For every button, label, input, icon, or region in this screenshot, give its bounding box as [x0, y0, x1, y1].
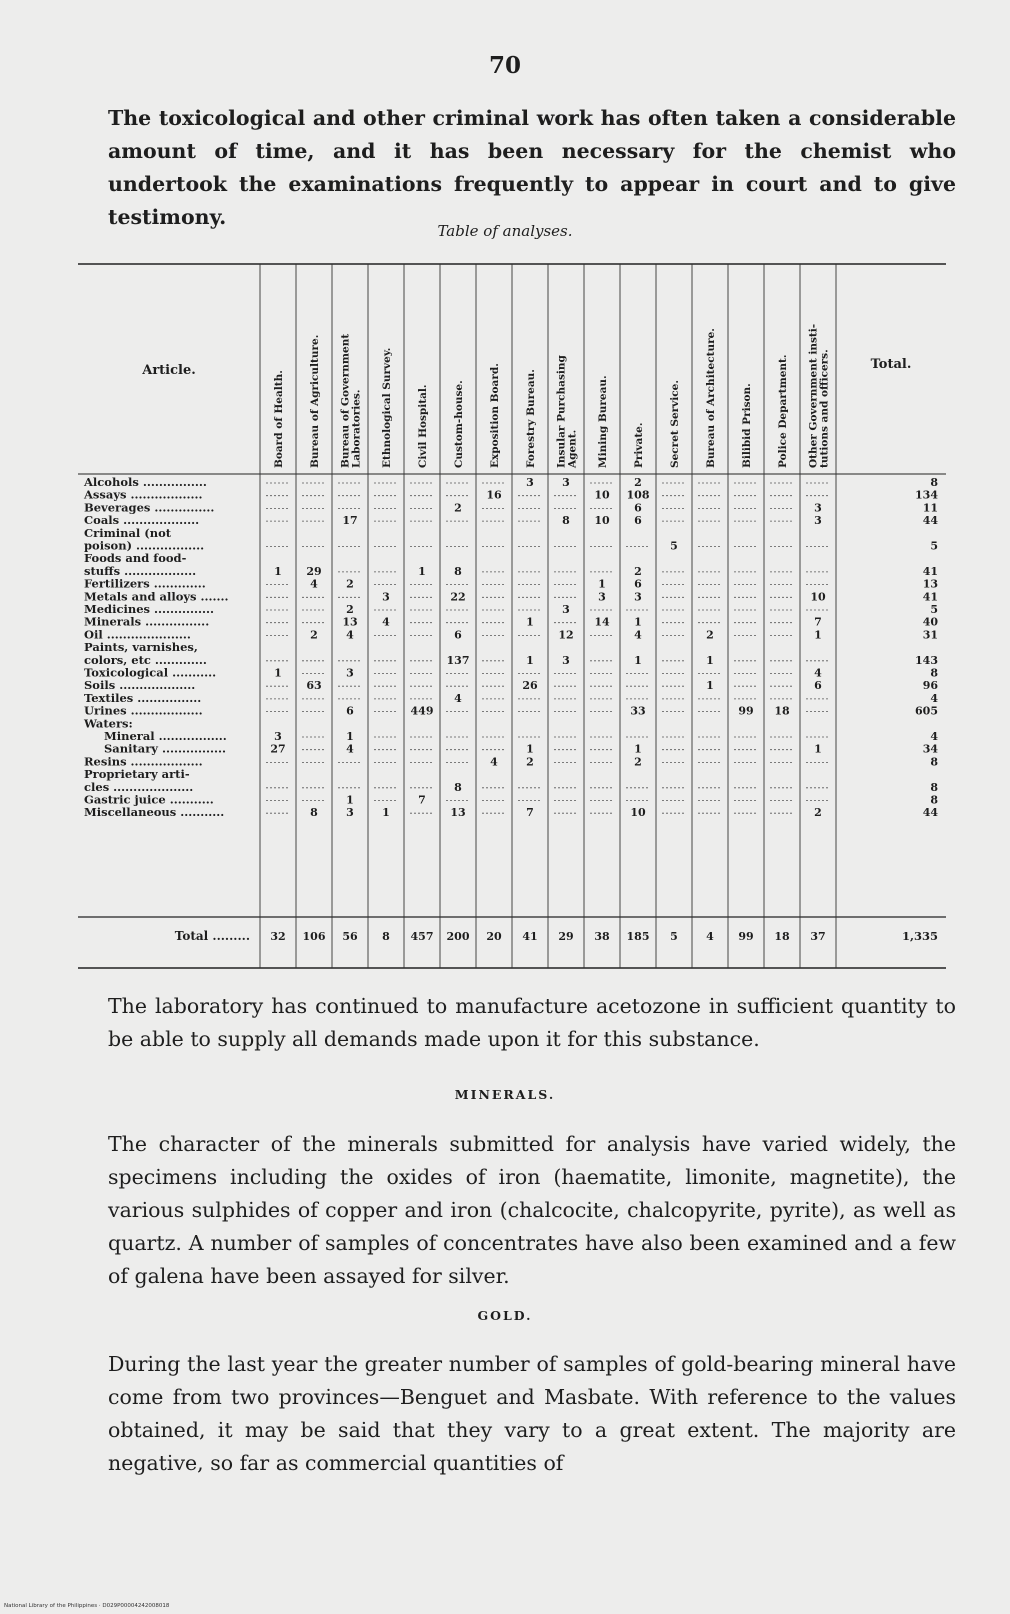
cell-value: 13: [342, 615, 358, 629]
row-label: Fertilizers .............: [84, 576, 206, 591]
cell-value: 8: [310, 806, 318, 820]
cell-value: 6: [814, 679, 822, 693]
row-label: Foods and food-: [84, 551, 187, 566]
row-total: 8: [930, 755, 938, 769]
cell-value: 1: [526, 742, 534, 756]
cell-value: 6: [634, 577, 642, 591]
cell-value: 3: [634, 590, 642, 604]
cell-value: 1: [814, 742, 822, 756]
cell-value: 2: [706, 628, 714, 642]
cell-value: 7: [526, 806, 534, 820]
column-header: Bilibid Prison.: [741, 383, 753, 468]
column-header: Other Government insti-: [807, 323, 820, 468]
analyses-table: [78, 262, 946, 970]
column-header: Agent.: [566, 429, 579, 468]
row-total: 40: [922, 615, 938, 629]
footer-credit: National Library of the Philippines · D029P00004242008018: [4, 1603, 170, 1609]
cell-value: 2: [634, 564, 642, 578]
cell-value: 6: [346, 704, 354, 718]
row-label: Oil .....................: [84, 627, 191, 642]
total-row-value: 37: [810, 930, 826, 943]
heading-gold: GOLD.: [477, 1308, 533, 1323]
cell-value: 4: [634, 628, 642, 642]
row-label: Metals and alloys .......: [84, 589, 229, 604]
row-total: 11: [922, 501, 938, 515]
column-header: Board of Health.: [273, 370, 285, 468]
total-row-value: 29: [558, 930, 574, 943]
cell-value: 1: [526, 615, 534, 629]
row-label: Miscellaneous ...........: [84, 805, 225, 820]
column-header: Custom-house.: [453, 380, 465, 468]
row-label: cles ....................: [84, 779, 194, 794]
row-label: Gastric juice ...........: [84, 792, 214, 807]
cell-value: 2: [634, 755, 642, 769]
cell-value: 3: [814, 501, 822, 515]
row-label: Beverages ...............: [84, 500, 215, 515]
column-header: Police Department.: [777, 354, 789, 468]
cell-value: 4: [490, 755, 498, 769]
total-row-value: 32: [270, 930, 286, 943]
column-header: Exposition Board.: [489, 363, 501, 468]
row-label: Toxicological ...........: [84, 665, 217, 680]
row-total: 4: [930, 730, 938, 743]
total-row-value: 56: [342, 930, 358, 943]
row-total: 34: [922, 742, 938, 756]
cell-value: 4: [814, 666, 822, 680]
paragraph-minerals: The character of the minerals submitted for analysis have varied widely, the specimens including the oxides of iron (haematite, limonite, magnetite), the various sulphides of copper and iron (chalcocite, chalcopyrite, pyrite), as well as quartz. A number of samples of concentrates have also been examined and a few of galena have been assayed for silver.: [108, 1132, 956, 1288]
row-label: Minerals ................: [84, 614, 210, 629]
row-label: colors, etc .............: [84, 652, 207, 667]
total-header: Total.: [870, 357, 912, 372]
total-row-value: 38: [594, 930, 610, 943]
cell-value: 4: [310, 577, 318, 591]
row-total: 8: [930, 780, 938, 794]
article-header: Article.: [142, 363, 196, 378]
column-header: Bureau of Agriculture.: [309, 334, 321, 468]
row-total: 41: [922, 564, 938, 578]
paragraph-toxicological: The toxicological and other criminal work has often taken a considerable amount of time, and it has been necessary for the chemist who undertook the examinations frequently to appear in court and to give testimony.: [108, 106, 956, 229]
cell-value: 1: [274, 666, 282, 680]
column-header: Bureau of Architecture.: [705, 328, 717, 468]
row-label: Criminal (not: [84, 525, 172, 540]
cell-value: 8: [454, 780, 462, 794]
row-label: Urines ..................: [84, 703, 203, 718]
row-total: 605: [915, 704, 938, 718]
row-total: 13: [922, 577, 938, 591]
total-row-value: 5: [670, 930, 678, 943]
total-row-value: 106: [302, 930, 326, 943]
cell-value: 3: [562, 603, 570, 616]
cell-value: 7: [418, 793, 426, 807]
cell-value: 2: [346, 577, 354, 591]
cell-value: 1: [706, 679, 714, 693]
total-row-value: 457: [410, 930, 434, 943]
cell-value: 16: [486, 488, 502, 502]
cell-value: 1: [274, 564, 282, 578]
row-label: Sanitary ................: [104, 741, 227, 756]
paragraph-acetozone: The laboratory has continued to manufacture acetozone in sufficient quantity to be able to supply all demands made upon it for this substance.: [108, 994, 956, 1051]
cell-value: 449: [410, 704, 434, 718]
cell-value: 2: [526, 755, 534, 769]
cell-value: 2: [634, 476, 642, 489]
cell-value: 1: [814, 628, 822, 642]
cell-value: 2: [814, 806, 822, 820]
row-total: 41: [922, 590, 938, 604]
cell-value: 5: [670, 539, 678, 553]
row-total: 134: [915, 488, 938, 502]
cell-value: 10: [594, 514, 610, 528]
row-label: stuffs ..................: [84, 563, 197, 578]
cell-value: 17: [342, 514, 358, 528]
cell-value: 6: [634, 501, 642, 515]
cell-value: 10: [594, 488, 610, 502]
column-header: Private.: [633, 422, 645, 468]
cell-value: 18: [774, 704, 790, 718]
cell-value: 2: [310, 628, 318, 642]
cell-value: 1: [382, 806, 390, 820]
row-label: Soils ...................: [84, 678, 196, 693]
cell-value: 1: [706, 653, 714, 667]
row-total: 31: [922, 628, 938, 642]
total-row-value: 20: [486, 930, 502, 943]
cell-value: 26: [522, 679, 538, 693]
column-header: tutions and officers.: [818, 349, 831, 468]
total-row-value: 185: [626, 930, 650, 943]
row-label: Alcohols ................: [84, 475, 207, 489]
cell-value: 3: [274, 730, 282, 743]
cell-value: 3: [382, 590, 390, 604]
column-header: Insular Purchasing: [555, 355, 568, 468]
column-header: Laboratories.: [350, 389, 363, 468]
row-label: Resins ..................: [84, 754, 203, 769]
row-label: poison) .................: [84, 538, 205, 553]
cell-value: 4: [346, 628, 354, 642]
total-row-value: 41: [522, 930, 538, 943]
cell-value: 4: [346, 742, 354, 756]
row-label: Coals ...................: [84, 513, 200, 528]
cell-value: 27: [270, 742, 286, 756]
cell-value: 1: [346, 730, 354, 743]
column-header: Forestry Bureau.: [525, 369, 537, 468]
cell-value: 6: [454, 628, 462, 642]
total-row-label: Total .........: [174, 929, 250, 943]
row-total: 44: [922, 514, 938, 528]
row-label: Assays ..................: [84, 487, 203, 502]
column-header: Civil Hospital.: [417, 384, 429, 468]
row-total: 5: [930, 539, 938, 553]
column-header: Ethnological Survey.: [381, 347, 393, 468]
cell-value: 4: [382, 615, 390, 629]
cell-value: 33: [630, 704, 646, 718]
total-row-value: 18: [774, 930, 790, 943]
row-label: Textiles ................: [84, 690, 202, 705]
cell-value: 14: [594, 615, 610, 629]
row-label: Waters:: [84, 716, 133, 731]
column-header: Mining Bureau.: [597, 375, 609, 468]
cell-value: 13: [450, 806, 466, 820]
column-header: Bureau of Government: [339, 333, 352, 468]
cell-value: 1: [526, 653, 534, 667]
row-total: 8: [930, 793, 938, 807]
row-total: 4: [930, 691, 938, 705]
total-row-value: 4: [706, 930, 714, 943]
cell-value: 8: [454, 564, 462, 578]
cell-value: 3: [346, 806, 354, 820]
cell-value: 3: [346, 666, 354, 680]
cell-value: 6: [634, 514, 642, 528]
cell-value: 137: [446, 653, 470, 667]
cell-value: 22: [450, 590, 466, 604]
row-total: 8: [930, 666, 938, 680]
cell-value: 10: [810, 590, 826, 604]
column-header: Secret Service.: [669, 380, 681, 468]
cell-value: 1: [634, 653, 642, 667]
row-total: 8: [930, 476, 938, 489]
row-total: 5: [930, 603, 938, 616]
row-label: Proprietary arti-: [84, 767, 190, 782]
cell-value: 63: [306, 679, 322, 693]
cell-value: 2: [454, 501, 462, 515]
paragraph-gold: During the last year the greater number of samples of gold-bearing mineral have come from two provinces—Benguet and Masbate. With reference to the values obtained, it may be said that they vary to a great extent. The majority are negative, so far as commercial quantities of: [108, 1352, 956, 1475]
cell-value: 1: [598, 577, 606, 591]
grand-total: 1,335: [901, 929, 938, 943]
cell-value: 99: [738, 704, 754, 718]
cell-value: 29: [306, 564, 322, 578]
page-number: 70: [488, 52, 521, 79]
cell-value: 3: [562, 476, 570, 489]
row-label: Medicines ...............: [84, 602, 215, 616]
cell-value: 3: [598, 590, 606, 604]
cell-value: 2: [346, 603, 354, 616]
cell-value: 3: [526, 476, 534, 489]
heading-minerals: MINERALS.: [454, 1087, 556, 1102]
total-row-value: 99: [738, 930, 754, 943]
cell-value: 12: [558, 628, 574, 642]
cell-value: 1: [634, 742, 642, 756]
table-caption: Table of analyses.: [437, 222, 573, 240]
row-total: 96: [922, 679, 938, 693]
row-total: 44: [922, 806, 938, 820]
row-label: Paints, varnishes,: [84, 640, 198, 655]
total-row-value: 200: [446, 930, 470, 943]
cell-value: 7: [814, 615, 822, 629]
cell-value: 4: [454, 691, 462, 705]
cell-value: 1: [634, 615, 642, 629]
row-label: Mineral .................: [104, 729, 227, 743]
cell-value: 8: [562, 514, 570, 528]
cell-value: 10: [630, 806, 646, 820]
row-total: 143: [915, 653, 938, 667]
cell-value: 108: [626, 488, 650, 502]
cell-value: 1: [418, 564, 426, 578]
cell-value: 3: [814, 514, 822, 528]
cell-value: 3: [562, 653, 570, 667]
cell-value: 1: [346, 793, 354, 807]
total-row-value: 8: [382, 930, 390, 943]
